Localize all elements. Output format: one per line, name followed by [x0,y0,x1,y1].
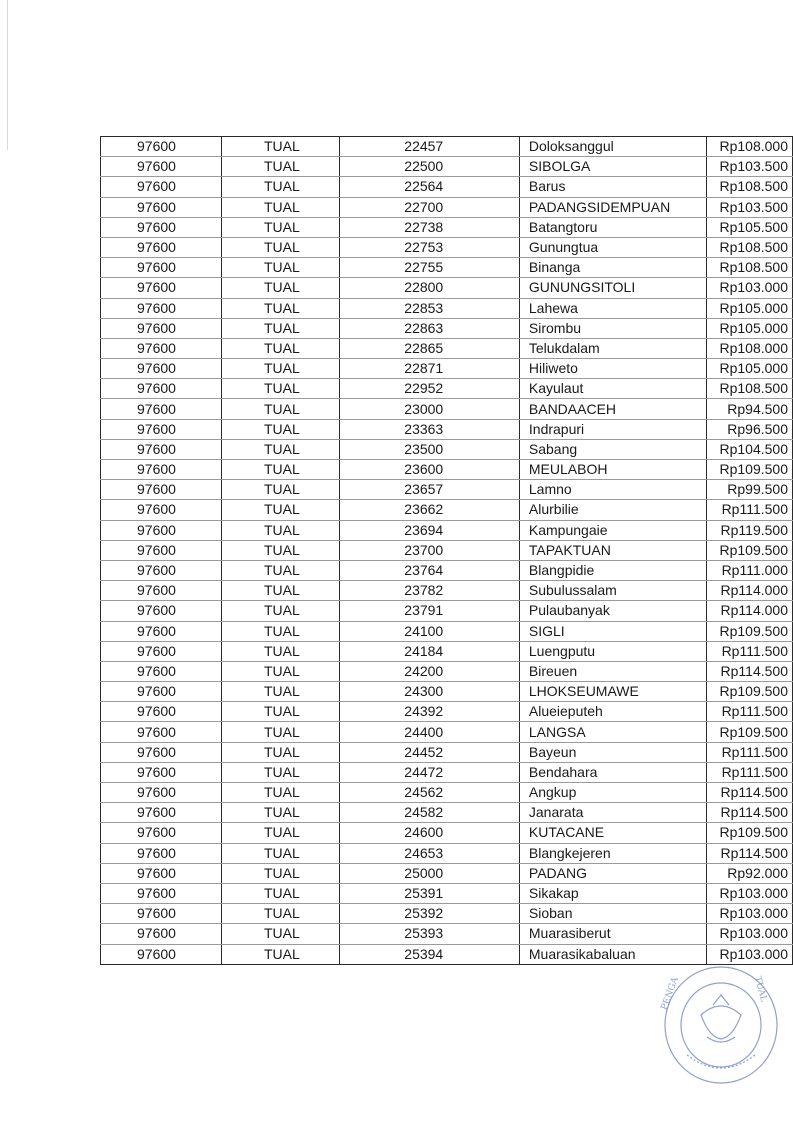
postal-code-cell: 25392 [340,904,520,924]
origin-city-cell: TUAL [221,298,339,318]
table-row [101,399,793,419]
postal-code-cell: 22865 [340,338,520,358]
destination-cell: Binanga [519,258,706,278]
origin-city-cell: TUAL [221,258,339,278]
area-code-cell: 97600 [101,682,222,702]
postal-code-cell: 25000 [340,863,520,883]
origin-city-cell: TUAL [221,540,339,560]
page-margin-line [7,0,8,150]
area-code-cell: 97600 [101,722,222,742]
rate-cell: Rp103.000 [706,278,792,298]
origin-city-cell: TUAL [221,520,339,540]
postal-code-cell: 23662 [340,500,520,520]
rate-cell: Rp114.000 [706,601,792,621]
table-row [101,338,793,358]
destination-cell: Lahewa [519,298,706,318]
origin-city-cell: TUAL [221,419,339,439]
area-code-cell: 97600 [101,823,222,843]
postal-code-cell: 23600 [340,460,520,480]
table-row [101,217,793,237]
area-code-cell: 97600 [101,359,222,379]
destination-cell: Kayulaut [519,379,706,399]
table-row [101,460,793,480]
destination-cell: Indrapuri [519,419,706,439]
postal-code-cell: 23000 [340,399,520,419]
area-code-cell: 97600 [101,742,222,762]
postal-code-cell: 23500 [340,439,520,459]
svg-text:PENGA: PENGA [659,975,681,1012]
destination-cell: SIBOLGA [519,157,706,177]
origin-city-cell: TUAL [221,460,339,480]
origin-city-cell: TUAL [221,338,339,358]
table-row [101,237,793,257]
table-row [101,318,793,338]
postal-code-cell: 22853 [340,298,520,318]
svg-text:TUAL: TUAL [752,975,769,1003]
origin-city-cell: TUAL [221,742,339,762]
destination-cell: Sikakap [519,883,706,903]
destination-cell: Muarasikabaluan [519,944,706,964]
rate-cell: Rp108.500 [706,379,792,399]
table-row [101,702,793,722]
postal-code-cell: 23694 [340,520,520,540]
table-row [101,157,793,177]
postal-code-cell: 22753 [340,237,520,257]
area-code-cell: 97600 [101,863,222,883]
origin-city-cell: TUAL [221,883,339,903]
destination-cell: Alueieputeh [519,702,706,722]
rate-cell: Rp108.500 [706,237,792,257]
destination-cell: Blangpidie [519,560,706,580]
table-row [101,803,793,823]
table-row [101,944,793,964]
area-code-cell: 97600 [101,702,222,722]
postal-code-cell: 23700 [340,540,520,560]
destination-cell: Luengputu [519,641,706,661]
table-row [101,641,793,661]
tariff-table-body [101,137,793,965]
rate-cell: Rp111.000 [706,560,792,580]
rate-cell: Rp114.500 [706,843,792,863]
destination-cell: Kampungaie [519,520,706,540]
table-row [101,540,793,560]
destination-cell: PADANG [519,863,706,883]
table-row [101,682,793,702]
postal-code-cell: 24300 [340,682,520,702]
postal-code-cell: 22863 [340,318,520,338]
postal-code-cell: 23657 [340,480,520,500]
table-row [101,258,793,278]
rate-cell: Rp119.500 [706,520,792,540]
table-row [101,379,793,399]
table-row [101,520,793,540]
postal-code-cell: 24100 [340,621,520,641]
origin-city-cell: TUAL [221,359,339,379]
area-code-cell: 97600 [101,500,222,520]
rate-cell: Rp103.500 [706,197,792,217]
rate-cell: Rp114.000 [706,581,792,601]
destination-cell: Bendahara [519,762,706,782]
origin-city-cell: TUAL [221,278,339,298]
rate-cell: Rp111.500 [706,762,792,782]
destination-cell: Angkup [519,783,706,803]
area-code-cell: 97600 [101,439,222,459]
origin-city-cell: TUAL [221,682,339,702]
destination-cell: LHOKSEUMAWE [519,682,706,702]
origin-city-cell: TUAL [221,500,339,520]
postal-code-cell: 23782 [340,581,520,601]
destination-cell: GUNUNGSITOLI [519,278,706,298]
postal-code-cell: 25394 [340,944,520,964]
area-code-cell: 97600 [101,137,222,157]
rate-cell: Rp111.500 [706,500,792,520]
rate-cell: Rp104.500 [706,439,792,459]
area-code-cell: 97600 [101,237,222,257]
destination-cell: Subulussalam [519,581,706,601]
origin-city-cell: TUAL [221,722,339,742]
postal-code-cell: 22738 [340,217,520,237]
rate-cell: Rp103.000 [706,904,792,924]
origin-city-cell: TUAL [221,237,339,257]
postal-code-cell: 24600 [340,823,520,843]
table-row [101,480,793,500]
area-code-cell: 97600 [101,258,222,278]
table-row [101,419,793,439]
postal-code-cell: 22800 [340,278,520,298]
rate-cell: Rp99.500 [706,480,792,500]
rate-cell: Rp92.000 [706,863,792,883]
destination-cell: Alurbilie [519,500,706,520]
postal-code-cell: 24562 [340,783,520,803]
origin-city-cell: TUAL [221,661,339,681]
destination-cell: Pulaubanyak [519,601,706,621]
destination-cell: Janarata [519,803,706,823]
rate-cell: Rp109.500 [706,823,792,843]
destination-cell: KUTACANE [519,823,706,843]
origin-city-cell: TUAL [221,197,339,217]
rate-cell: Rp108.500 [706,177,792,197]
rate-cell: Rp108.000 [706,137,792,157]
origin-city-cell: TUAL [221,560,339,580]
table-row [101,883,793,903]
area-code-cell: 97600 [101,540,222,560]
table-row [101,137,793,157]
area-code-cell: 97600 [101,661,222,681]
postal-code-cell: 22564 [340,177,520,197]
rate-cell: Rp114.500 [706,783,792,803]
area-code-cell: 97600 [101,399,222,419]
postal-code-cell: 24582 [340,803,520,823]
area-code-cell: 97600 [101,177,222,197]
rate-cell: Rp108.000 [706,338,792,358]
postal-code-cell: 24200 [340,661,520,681]
rate-cell: Rp114.500 [706,803,792,823]
destination-cell: Barus [519,177,706,197]
origin-city-cell: TUAL [221,157,339,177]
rate-cell: Rp105.000 [706,359,792,379]
postal-code-cell: 22700 [340,197,520,217]
origin-city-cell: TUAL [221,217,339,237]
area-code-cell: 97600 [101,843,222,863]
destination-cell: Sioban [519,904,706,924]
origin-city-cell: TUAL [221,904,339,924]
destination-cell: Sabang [519,439,706,459]
rate-cell: Rp103.000 [706,924,792,944]
postal-code-cell: 24392 [340,702,520,722]
table-row [101,863,793,883]
origin-city-cell: TUAL [221,702,339,722]
postal-code-cell: 25391 [340,883,520,903]
destination-cell: Lamno [519,480,706,500]
postal-code-cell: 23764 [340,560,520,580]
destination-cell: TAPAKTUAN [519,540,706,560]
table-row [101,924,793,944]
destination-cell: Telukdalam [519,338,706,358]
area-code-cell: 97600 [101,904,222,924]
postal-code-cell: 22755 [340,258,520,278]
table-row [101,843,793,863]
origin-city-cell: TUAL [221,480,339,500]
table-row [101,500,793,520]
table-row [101,904,793,924]
rate-cell: Rp109.500 [706,460,792,480]
area-code-cell: 97600 [101,581,222,601]
origin-city-cell: TUAL [221,601,339,621]
destination-cell: Batangtoru [519,217,706,237]
area-code-cell: 97600 [101,783,222,803]
table-row [101,601,793,621]
area-code-cell: 97600 [101,560,222,580]
table-row [101,197,793,217]
rate-cell: Rp114.500 [706,661,792,681]
origin-city-cell: TUAL [221,137,339,157]
area-code-cell: 97600 [101,217,222,237]
area-code-cell: 97600 [101,621,222,641]
rate-cell: Rp94.500 [706,399,792,419]
postal-code-cell: 24653 [340,843,520,863]
postal-code-cell: 25393 [340,924,520,944]
postal-code-cell: 22952 [340,379,520,399]
table-row [101,177,793,197]
origin-city-cell: TUAL [221,863,339,883]
table-row [101,762,793,782]
area-code-cell: 97600 [101,318,222,338]
rate-cell: Rp111.500 [706,742,792,762]
area-code-cell: 97600 [101,197,222,217]
postal-code-cell: 24472 [340,762,520,782]
destination-cell: Blangkejeren [519,843,706,863]
rate-cell: Rp111.500 [706,702,792,722]
origin-city-cell: TUAL [221,803,339,823]
postal-code-cell: 22457 [340,137,520,157]
origin-city-cell: TUAL [221,783,339,803]
area-code-cell: 97600 [101,762,222,782]
rate-cell: Rp111.500 [706,641,792,661]
origin-city-cell: TUAL [221,924,339,944]
area-code-cell: 97600 [101,338,222,358]
origin-city-cell: TUAL [221,621,339,641]
rate-cell: Rp103.000 [706,883,792,903]
destination-cell: Doloksanggul [519,137,706,157]
area-code-cell: 97600 [101,641,222,661]
table-row [101,298,793,318]
area-code-cell: 97600 [101,298,222,318]
rate-cell: Rp96.500 [706,419,792,439]
postal-code-cell: 24400 [340,722,520,742]
area-code-cell: 97600 [101,601,222,621]
area-code-cell: 97600 [101,460,222,480]
area-code-cell: 97600 [101,480,222,500]
origin-city-cell: TUAL [221,944,339,964]
area-code-cell: 97600 [101,520,222,540]
table-row [101,359,793,379]
destination-cell: PADANGSIDEMPUAN [519,197,706,217]
origin-city-cell: TUAL [221,641,339,661]
area-code-cell: 97600 [101,157,222,177]
postal-code-cell: 23363 [340,419,520,439]
destination-cell: Muarasiberut [519,924,706,944]
rate-cell: Rp109.500 [706,722,792,742]
rate-cell: Rp108.500 [706,258,792,278]
origin-city-cell: TUAL [221,177,339,197]
destination-cell: Sirombu [519,318,706,338]
table-row [101,722,793,742]
destination-cell: MEULABOH [519,460,706,480]
origin-city-cell: TUAL [221,823,339,843]
table-row [101,783,793,803]
table-row [101,661,793,681]
origin-city-cell: TUAL [221,843,339,863]
origin-city-cell: TUAL [221,399,339,419]
table-row [101,742,793,762]
rate-cell: Rp109.500 [706,621,792,641]
area-code-cell: 97600 [101,379,222,399]
destination-cell: Bireuen [519,661,706,681]
destination-cell: LANGSA [519,722,706,742]
area-code-cell: 97600 [101,278,222,298]
postal-code-cell: 22500 [340,157,520,177]
table-row [101,581,793,601]
area-code-cell: 97600 [101,944,222,964]
postal-code-cell: 24184 [340,641,520,661]
origin-city-cell: TUAL [221,379,339,399]
origin-city-cell: TUAL [221,762,339,782]
rate-cell: Rp103.000 [706,944,792,964]
origin-city-cell: TUAL [221,439,339,459]
rate-cell: Rp105.500 [706,217,792,237]
table-row [101,439,793,459]
tariff-table [100,136,793,965]
table-row [101,823,793,843]
rate-cell: Rp109.500 [706,540,792,560]
area-code-cell: 97600 [101,419,222,439]
area-code-cell: 97600 [101,924,222,944]
rate-cell: Rp103.500 [706,157,792,177]
official-stamp [657,945,779,1085]
postal-code-cell: 23791 [340,601,520,621]
rate-cell: Rp105.000 [706,298,792,318]
table-row [101,278,793,298]
area-code-cell: 97600 [101,803,222,823]
destination-cell: Bayeun [519,742,706,762]
postal-code-cell: 22871 [340,359,520,379]
table-row [101,621,793,641]
area-code-cell: 97600 [101,883,222,903]
origin-city-cell: TUAL [221,318,339,338]
destination-cell: Hiliweto [519,359,706,379]
rate-cell: Rp109.500 [706,682,792,702]
rate-cell: Rp105.000 [706,318,792,338]
destination-cell: BANDAACEH [519,399,706,419]
origin-city-cell: TUAL [221,581,339,601]
table-row [101,560,793,580]
postal-code-cell: 24452 [340,742,520,762]
destination-cell: SIGLI [519,621,706,641]
destination-cell: Gunungtua [519,237,706,257]
